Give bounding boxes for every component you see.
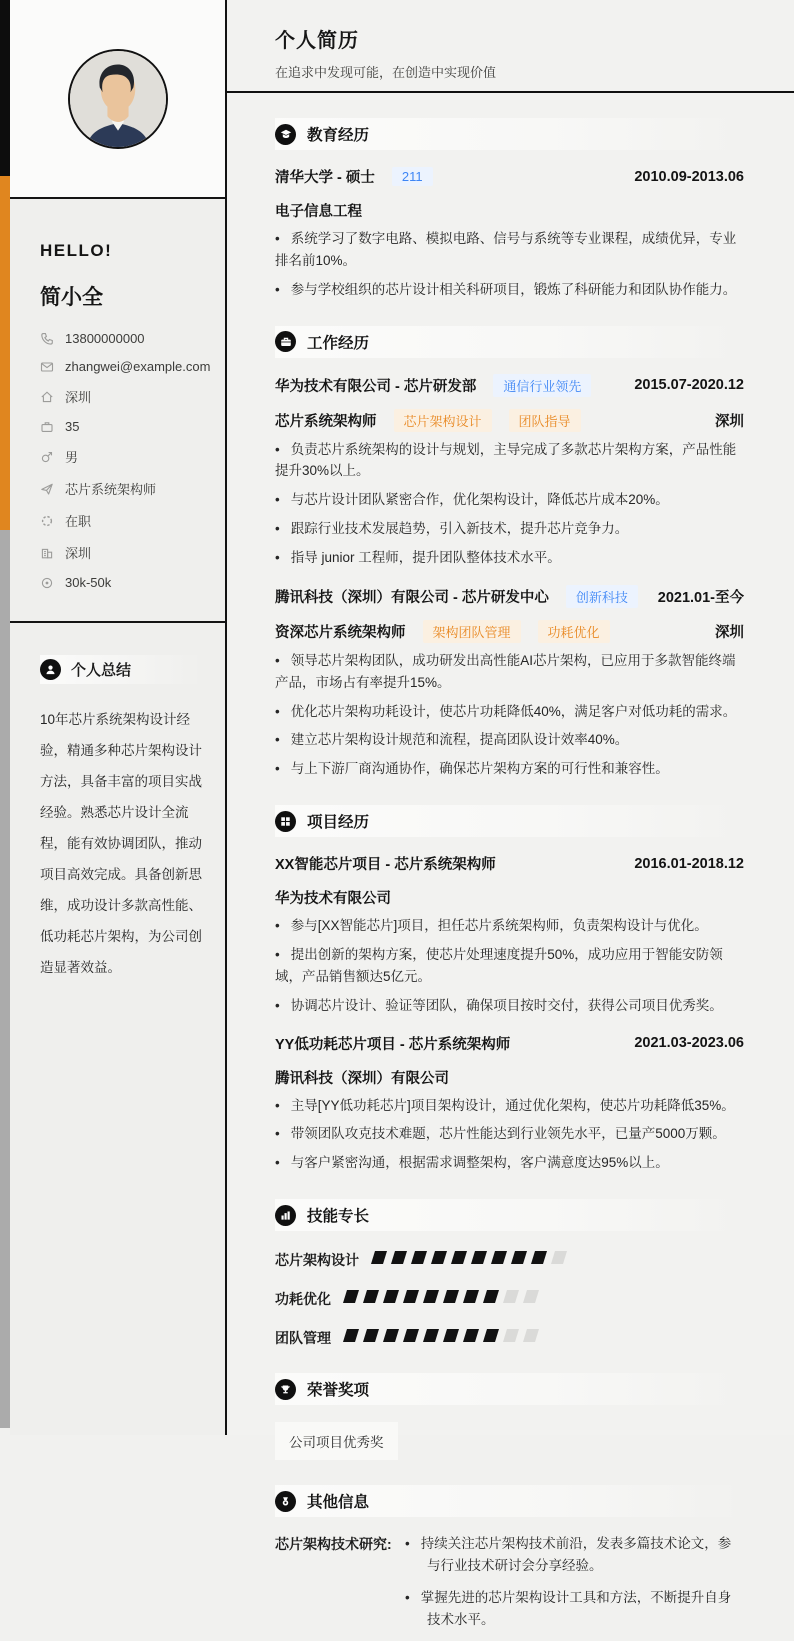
contact-value: 男 <box>65 450 79 465</box>
contact-value: zhangwei@example.com <box>65 359 211 374</box>
company-name: 腾讯科技（深圳）有限公司 - 芯片研发中心 <box>275 589 549 606</box>
summary-header <box>40 655 203 684</box>
other-info-row <box>275 1533 744 1640</box>
bullet-text: 系统学习了数字电路、模拟电路、信号与系统等专业课程，成绩优异，专业排名前10%。 <box>275 231 737 268</box>
phone-icon <box>40 332 54 346</box>
bullet-text: 掌握先进的芯片架构设计工具和方法，不断提升自身技术水平。 <box>420 1589 732 1627</box>
bullet-dot: • <box>275 703 280 719</box>
section-title: 技能专长 <box>307 1208 370 1226</box>
bullet-item <box>275 439 744 483</box>
mail-icon <box>40 360 54 374</box>
status-icon <box>40 514 54 528</box>
resume-header <box>227 0 794 93</box>
education-date: 2010.09-2013.06 <box>634 168 744 185</box>
contact-value: 在职 <box>65 514 92 529</box>
company-name: 华为技术有限公司 - 芯片研发部 <box>275 378 477 395</box>
project-entry <box>275 853 744 1016</box>
bullet-dot: • <box>275 550 280 566</box>
skill-row <box>275 1328 744 1348</box>
resume-page <box>10 0 794 1627</box>
contact-status <box>40 511 211 530</box>
photo-card <box>10 0 225 199</box>
project-entry <box>275 1033 744 1175</box>
project-name: YY低功耗芯片项目 - 芯片系统架构师 <box>275 1036 511 1053</box>
bullet-item <box>275 758 744 780</box>
bullet-dot: • <box>405 1536 410 1552</box>
contact-gender <box>40 447 211 466</box>
bullet-text: 优化芯片架构功耗设计，使芯片功耗降低40%，满足客户对低功耗的需求。 <box>290 703 737 719</box>
bullet-text: 与芯片设计团队紧密合作，优化架构设计，降低芯片成本20%。 <box>290 492 669 508</box>
bullet-dot: • <box>275 1097 280 1113</box>
role-tag: 芯片架构设计 <box>394 409 492 432</box>
skill-label: 芯片架构设计 <box>275 1252 359 1269</box>
bullet-item <box>275 915 744 937</box>
bullet-dot: • <box>275 1126 280 1142</box>
company-tag: 创新科技 <box>566 585 638 608</box>
skill-row <box>275 1289 744 1309</box>
work-location: 深圳 <box>715 413 744 430</box>
bullet-dot: • <box>275 761 280 777</box>
bullet-text: 指导 junior 工程师，提升团队整体技术水平。 <box>290 550 561 566</box>
bullet-text: 领导芯片架构团队，成功研发出高性能AI芯片架构，已应用于多款智能终端产品，市场占有率提升15%。 <box>275 652 736 690</box>
school-tag: 211 <box>392 167 433 186</box>
contact-value: 30k-50k <box>65 575 112 590</box>
hello-text: HELLO! <box>40 241 113 260</box>
bullet-item <box>275 701 744 723</box>
skill-bar <box>345 1329 545 1347</box>
graduation-cap-icon <box>275 124 296 145</box>
role-name: 芯片系统架构师 <box>275 413 377 430</box>
project-date: 2021.03-2023.06 <box>634 1035 744 1052</box>
bullet-text: 建立芯片架构设计规范和流程，提高团队设计效率40%。 <box>290 732 629 748</box>
work-date: 2021.01-至今 <box>657 589 744 606</box>
section-header-honors <box>275 1373 744 1405</box>
contact-city <box>40 543 211 562</box>
bullet-text: 参与[XX智能芯片]项目，担任芯片系统架构师，负责架构设计与优化。 <box>290 918 708 934</box>
contact-location <box>40 387 211 406</box>
sidebar <box>10 0 227 1435</box>
bullet-dot: • <box>275 918 280 934</box>
bullet-item <box>275 1095 744 1117</box>
contact-age <box>40 419 211 434</box>
grid-icon <box>275 811 296 832</box>
person-icon <box>40 659 61 680</box>
bullet-item <box>275 1152 744 1174</box>
accent-strip-gray <box>0 530 10 1428</box>
section-header-other <box>275 1485 744 1517</box>
summary-title: 个人总结 <box>71 662 132 679</box>
work-entry <box>275 585 744 780</box>
job-title-icon <box>40 482 54 496</box>
project-date: 2016.01-2018.12 <box>634 855 744 872</box>
bullet-text: 主导[YY低功耗芯片]项目架构设计，通过优化架构，使芯片功耗降低35%。 <box>290 1097 735 1113</box>
work-date: 2015.07-2020.12 <box>634 377 744 394</box>
candidate-name: 简小全 <box>40 286 103 309</box>
bullet-dot: • <box>275 732 280 748</box>
bullet-item <box>275 944 744 988</box>
page-subtitle: 在追求中发现可能，在创造中实现价值 <box>275 65 497 80</box>
role-tag: 功耗优化 <box>538 620 610 643</box>
skill-bar <box>373 1251 573 1269</box>
summary-section <box>10 623 225 983</box>
section-title: 荣誉奖项 <box>307 1382 370 1400</box>
bullet-text: 与上下游厂商沟通协作，确保芯片架构方案的可行性和兼容性。 <box>290 761 669 777</box>
skill-row <box>275 1250 744 1270</box>
bullet-dot: • <box>275 521 280 537</box>
skill-bar <box>345 1290 545 1308</box>
school-name: 清华大学 - 硕士 <box>275 170 375 186</box>
bullet-item <box>275 547 744 569</box>
medal-icon <box>275 1491 296 1512</box>
skill-label: 功耗优化 <box>275 1291 331 1308</box>
city-icon <box>40 546 54 560</box>
bullet-text: 持续关注芯片架构技术前沿，发表多篇技术论文，参与行业技术研讨会分享经验。 <box>420 1536 732 1574</box>
section-title: 其他信息 <box>307 1494 370 1512</box>
bullet-dot: • <box>275 1155 280 1171</box>
contact-salary <box>40 575 211 590</box>
bullet-dot: • <box>275 997 280 1013</box>
avatar <box>68 49 168 149</box>
bullet-text: 跟踪行业技术发展趋势，引入新技术，提升芯片竞争力。 <box>290 521 629 537</box>
contact-value: 35 <box>65 419 80 434</box>
company-tag: 通信行业领先 <box>493 374 591 397</box>
briefcase-icon <box>275 331 296 352</box>
other-info-label: 芯片架构技术研究: <box>275 1536 392 1553</box>
bullet-item <box>275 995 744 1017</box>
age-icon <box>40 420 54 434</box>
bullet-text: 协调芯片设计、验证等团队，确保项目按时交付，获得公司项目优秀奖。 <box>290 997 723 1013</box>
bullet-item <box>275 729 744 751</box>
contact-value: 深圳 <box>65 390 92 405</box>
gender-icon <box>40 450 54 464</box>
skill-label: 团队管理 <box>275 1330 331 1347</box>
section-header-work <box>275 326 744 358</box>
contact-value: 13800000000 <box>65 331 145 346</box>
bullet-dot: • <box>275 441 280 457</box>
bullet-dot: • <box>275 492 280 508</box>
bullet-item <box>275 489 744 511</box>
accent-strip-black <box>0 0 10 176</box>
sections-container <box>227 93 794 1641</box>
bullet-dot: • <box>275 281 280 297</box>
section-header-projects <box>275 805 744 837</box>
bar-chart-icon <box>275 1205 296 1226</box>
salary-icon <box>40 576 54 590</box>
bullet-item <box>405 1533 744 1577</box>
role-tag: 团队指导 <box>509 409 581 432</box>
contact-value: 深圳 <box>65 546 92 561</box>
bullet-item <box>275 228 744 272</box>
project-name: XX智能芯片项目 - 芯片系统架构师 <box>275 857 496 874</box>
contact-email <box>40 359 211 374</box>
bullet-text: 负责芯片系统架构的设计与规划，主导完成了多款芯片架构方案，产品性能提升30%以上。 <box>275 441 737 479</box>
section-header-skills <box>275 1199 744 1231</box>
contact-job-title <box>40 479 211 498</box>
accent-strip <box>0 0 10 1435</box>
bullet-item <box>275 279 744 301</box>
sidebar-identity <box>10 199 225 603</box>
bullet-item <box>275 1123 744 1145</box>
home-icon <box>40 390 54 404</box>
trophy-icon <box>275 1379 296 1400</box>
role-name: 资深芯片系统架构师 <box>275 624 406 641</box>
main-content <box>227 0 794 1627</box>
bullet-text: 参与学校组织的芯片设计相关科研项目，锻炼了科研能力和团队协作能力。 <box>290 281 737 297</box>
contact-phone <box>40 331 211 346</box>
education-entry <box>275 166 744 301</box>
bullet-item <box>405 1587 744 1631</box>
section-title: 项目经历 <box>307 814 370 832</box>
accent-strip-orange <box>0 176 10 530</box>
bullet-text: 与客户紧密沟通，根据需求调整架构，客户满意度达95%以上。 <box>290 1155 669 1171</box>
section-title: 工作经历 <box>307 334 370 352</box>
section-title: 教育经历 <box>307 127 370 144</box>
bullet-item <box>275 650 744 694</box>
work-location: 深圳 <box>715 624 744 641</box>
bullet-dot: • <box>275 652 280 668</box>
bullet-item <box>275 518 744 540</box>
bullet-text: 提出创新的架构方案，使芯片处理速度提升50%，成功应用于智能安防领域，产品销售额达5亿元。 <box>275 947 723 984</box>
bullet-dot: • <box>275 947 280 963</box>
page-title: 个人简历 <box>275 30 359 52</box>
skills-list <box>275 1250 744 1348</box>
project-company: 腾讯科技（深圳）有限公司 <box>275 1070 449 1087</box>
bullet-dot: • <box>275 231 280 246</box>
contact-value: 芯片系统架构师 <box>65 482 157 497</box>
summary-text: 10年芯片系统架构设计经验，精通多种芯片架构设计方法，具备丰富的项目实战经验。熟悉芯片设计全流程，能有效协调团队，推动项目高效完成。具备创新思维，成功设计多款高性能、低功耗芯片架构，为公司创造显著效益。 <box>40 712 202 976</box>
role-tag: 架构团队管理 <box>423 620 521 643</box>
bullet-text: 带领团队攻克技术难题，芯片性能达到行业领先水平，已量产5000万颗。 <box>290 1126 726 1142</box>
bullet-dot: • <box>405 1589 410 1605</box>
portrait-image <box>70 51 166 147</box>
major-name: 电子信息工程 <box>275 204 362 220</box>
honor-badge: 公司项目优秀奖 <box>275 1422 398 1460</box>
project-company: 华为技术有限公司 <box>275 891 391 908</box>
section-header-education <box>275 118 744 150</box>
work-entry <box>275 374 744 569</box>
